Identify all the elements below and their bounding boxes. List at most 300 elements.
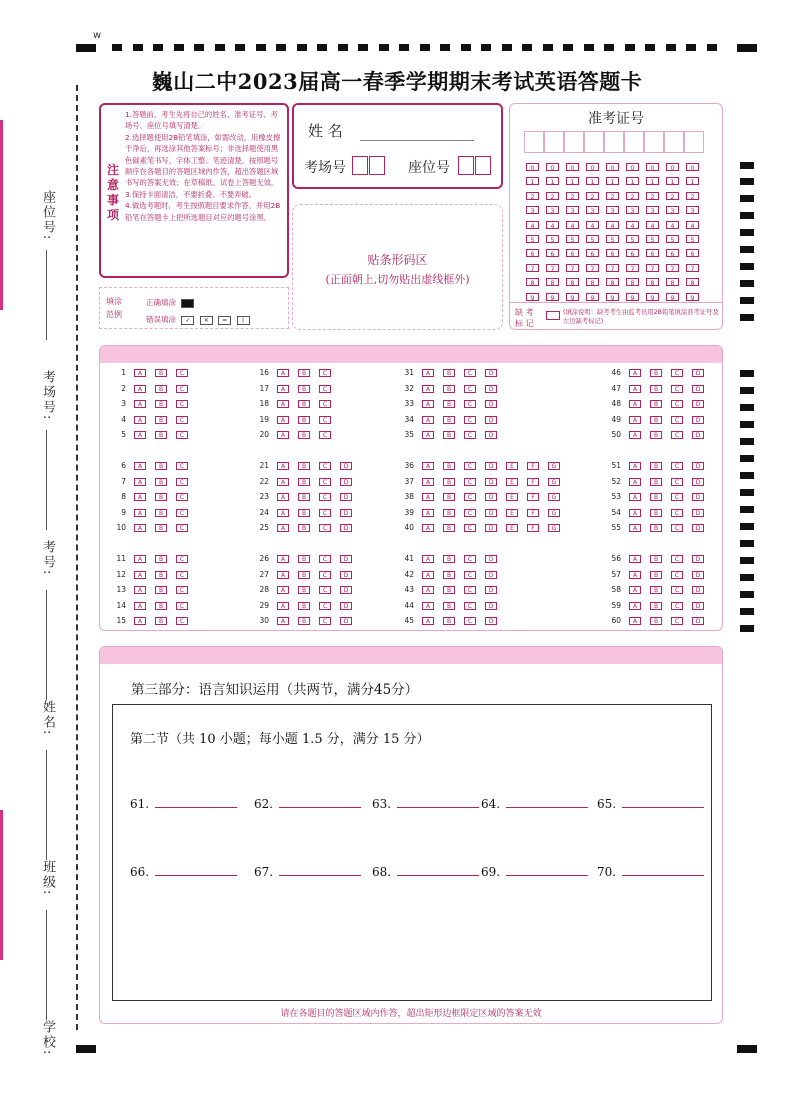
option-bubble[interactable]: F [527, 462, 539, 470]
option-bubble[interactable]: C [319, 431, 331, 439]
option-bubble[interactable]: D [485, 555, 497, 563]
option-bubble[interactable]: B [155, 369, 167, 377]
option-bubble[interactable]: F [527, 509, 539, 517]
option-bubble[interactable]: D [340, 602, 352, 610]
option-bubble[interactable]: D [340, 571, 352, 579]
digit-bubble[interactable]: 5 [626, 235, 639, 243]
digit-bubble[interactable]: 2 [686, 192, 699, 200]
option-bubble[interactable]: D [692, 509, 704, 517]
digit-bubble[interactable]: 3 [526, 206, 539, 214]
digit-bubble[interactable]: 6 [626, 249, 639, 257]
option-bubble[interactable]: D [485, 385, 497, 393]
option-bubble[interactable]: D [692, 493, 704, 501]
option-bubble[interactable]: D [485, 431, 497, 439]
digit-bubble[interactable]: 2 [666, 192, 679, 200]
option-bubble[interactable]: B [298, 509, 310, 517]
option-bubble[interactable]: D [485, 509, 497, 517]
digit-bubble[interactable]: 5 [666, 235, 679, 243]
option-bubble[interactable]: C [464, 602, 476, 610]
option-bubble[interactable]: B [443, 431, 455, 439]
option-bubble[interactable]: A [422, 493, 434, 501]
option-bubble[interactable]: A [422, 571, 434, 579]
blank-line[interactable] [397, 865, 479, 876]
option-bubble[interactable]: B [155, 431, 167, 439]
digit-box[interactable] [475, 156, 491, 175]
option-bubble[interactable]: B [443, 524, 455, 532]
digit-bubble[interactable]: 4 [526, 221, 539, 229]
option-bubble[interactable]: D [692, 478, 704, 486]
option-bubble[interactable]: D [485, 369, 497, 377]
option-bubble[interactable]: C [319, 571, 331, 579]
digit-bubble[interactable]: 9 [526, 293, 539, 301]
option-bubble[interactable]: A [277, 602, 289, 610]
option-bubble[interactable]: G [548, 478, 560, 486]
option-bubble[interactable]: B [650, 431, 662, 439]
option-bubble[interactable]: A [134, 555, 146, 563]
option-bubble[interactable]: C [464, 571, 476, 579]
option-bubble[interactable]: A [134, 493, 146, 501]
blank-line[interactable] [622, 797, 704, 808]
digit-bubble[interactable]: 1 [686, 177, 699, 185]
option-bubble[interactable]: D [692, 431, 704, 439]
digit-bubble[interactable]: 2 [586, 192, 599, 200]
option-bubble[interactable]: C [671, 524, 683, 532]
option-bubble[interactable]: B [650, 493, 662, 501]
option-bubble[interactable]: B [443, 617, 455, 625]
digit-bubble[interactable]: 3 [546, 206, 559, 214]
option-bubble[interactable]: F [527, 493, 539, 501]
answer-blank[interactable] [597, 797, 704, 811]
option-bubble[interactable]: A [422, 617, 434, 625]
option-bubble[interactable]: B [155, 493, 167, 501]
option-bubble[interactable]: B [298, 524, 310, 532]
digit-bubble[interactable]: 0 [606, 163, 619, 171]
option-bubble[interactable]: C [671, 509, 683, 517]
option-bubble[interactable]: B [650, 400, 662, 408]
option-bubble[interactable]: C [176, 524, 188, 532]
digit-bubble[interactable]: 0 [626, 163, 639, 171]
option-bubble[interactable]: E [506, 493, 518, 501]
option-bubble[interactable]: C [671, 586, 683, 594]
option-bubble[interactable]: A [629, 586, 641, 594]
option-bubble[interactable]: B [155, 524, 167, 532]
option-bubble[interactable]: A [422, 555, 434, 563]
option-bubble[interactable]: C [176, 555, 188, 563]
blank-line[interactable] [155, 797, 237, 808]
digit-bubble[interactable]: 5 [586, 235, 599, 243]
option-bubble[interactable]: C [671, 571, 683, 579]
digit-bubble[interactable]: 6 [646, 249, 659, 257]
digit-bubble[interactable]: 3 [566, 206, 579, 214]
option-bubble[interactable]: A [134, 416, 146, 424]
digit-bubble[interactable]: 7 [546, 264, 559, 272]
option-bubble[interactable]: A [277, 385, 289, 393]
option-bubble[interactable]: C [671, 400, 683, 408]
digit-bubble[interactable]: 5 [646, 235, 659, 243]
option-bubble[interactable]: A [629, 524, 641, 532]
digit-bubble[interactable]: 4 [646, 221, 659, 229]
option-bubble[interactable]: D [692, 571, 704, 579]
exam-number-cell[interactable] [664, 131, 684, 153]
option-bubble[interactable]: B [443, 369, 455, 377]
option-bubble[interactable]: B [650, 478, 662, 486]
option-bubble[interactable]: D [692, 586, 704, 594]
option-bubble[interactable]: D [692, 369, 704, 377]
option-bubble[interactable]: C [671, 431, 683, 439]
name-field[interactable] [360, 140, 474, 141]
option-bubble[interactable]: A [629, 431, 641, 439]
digit-bubble[interactable]: 1 [646, 177, 659, 185]
digit-bubble[interactable]: 3 [606, 206, 619, 214]
digit-bubble[interactable]: 8 [686, 278, 699, 286]
option-bubble[interactable]: B [650, 617, 662, 625]
digit-bubble[interactable]: 1 [666, 177, 679, 185]
digit-bubble[interactable]: 5 [546, 235, 559, 243]
option-bubble[interactable]: C [176, 571, 188, 579]
option-bubble[interactable]: A [134, 602, 146, 610]
option-bubble[interactable]: C [464, 400, 476, 408]
digit-bubble[interactable]: 6 [546, 249, 559, 257]
digit-bubble[interactable]: 1 [566, 177, 579, 185]
option-bubble[interactable]: C [176, 369, 188, 377]
option-bubble[interactable]: C [176, 509, 188, 517]
seat-number-field[interactable] [458, 156, 492, 176]
option-bubble[interactable]: E [506, 524, 518, 532]
option-bubble[interactable]: A [422, 385, 434, 393]
option-bubble[interactable]: E [506, 462, 518, 470]
digit-bubble[interactable]: 1 [526, 177, 539, 185]
option-bubble[interactable]: C [464, 493, 476, 501]
option-bubble[interactable]: B [155, 602, 167, 610]
digit-bubble[interactable]: 9 [586, 293, 599, 301]
option-bubble[interactable]: B [443, 462, 455, 470]
digit-bubble[interactable]: 5 [686, 235, 699, 243]
digit-bubble[interactable]: 8 [566, 278, 579, 286]
room-number-field[interactable] [352, 156, 386, 176]
digit-bubble[interactable]: 9 [566, 293, 579, 301]
option-bubble[interactable]: B [298, 462, 310, 470]
answer-blank[interactable] [254, 797, 361, 811]
option-bubble[interactable]: B [650, 555, 662, 563]
option-bubble[interactable]: B [650, 509, 662, 517]
digit-bubble[interactable]: 6 [586, 249, 599, 257]
option-bubble[interactable]: B [155, 400, 167, 408]
option-bubble[interactable]: B [650, 369, 662, 377]
option-bubble[interactable]: B [155, 586, 167, 594]
digit-bubble[interactable]: 8 [646, 278, 659, 286]
option-bubble[interactable]: A [629, 555, 641, 563]
option-bubble[interactable]: C [176, 493, 188, 501]
digit-bubble[interactable]: 9 [546, 293, 559, 301]
option-bubble[interactable]: D [485, 400, 497, 408]
option-bubble[interactable]: C [319, 509, 331, 517]
option-bubble[interactable]: A [629, 400, 641, 408]
option-bubble[interactable]: B [155, 416, 167, 424]
option-bubble[interactable]: A [422, 602, 434, 610]
digit-box[interactable] [369, 156, 385, 175]
option-bubble[interactable]: C [319, 416, 331, 424]
option-bubble[interactable]: B [155, 509, 167, 517]
option-bubble[interactable]: B [443, 586, 455, 594]
absent-mark-box[interactable] [546, 311, 560, 320]
option-bubble[interactable]: A [629, 416, 641, 424]
option-bubble[interactable]: B [650, 416, 662, 424]
option-bubble[interactable]: C [176, 586, 188, 594]
digit-bubble[interactable]: 1 [606, 177, 619, 185]
option-bubble[interactable]: B [298, 617, 310, 625]
option-bubble[interactable]: B [298, 571, 310, 579]
blank-line[interactable] [506, 797, 588, 808]
exam-number-cell[interactable] [624, 131, 644, 153]
option-bubble[interactable]: A [629, 509, 641, 517]
option-bubble[interactable]: A [134, 586, 146, 594]
option-bubble[interactable]: A [277, 524, 289, 532]
digit-bubble[interactable]: 9 [606, 293, 619, 301]
option-bubble[interactable]: D [692, 385, 704, 393]
option-bubble[interactable]: A [277, 509, 289, 517]
option-bubble[interactable]: B [298, 586, 310, 594]
digit-bubble[interactable]: 2 [566, 192, 579, 200]
digit-bubble[interactable]: 8 [526, 278, 539, 286]
blank-line[interactable] [397, 797, 479, 808]
option-bubble[interactable]: A [277, 431, 289, 439]
option-bubble[interactable]: A [134, 617, 146, 625]
digit-bubble[interactable]: 2 [606, 192, 619, 200]
option-bubble[interactable]: A [277, 478, 289, 486]
exam-number-cell[interactable] [684, 131, 704, 153]
option-bubble[interactable]: C [176, 617, 188, 625]
digit-bubble[interactable]: 4 [546, 221, 559, 229]
option-bubble[interactable]: D [692, 462, 704, 470]
option-bubble[interactable]: C [176, 385, 188, 393]
option-bubble[interactable]: B [298, 602, 310, 610]
option-bubble[interactable]: A [629, 493, 641, 501]
option-bubble[interactable]: A [629, 369, 641, 377]
digit-bubble[interactable]: 1 [546, 177, 559, 185]
option-bubble[interactable]: D [692, 602, 704, 610]
answer-blank[interactable] [481, 865, 588, 879]
digit-bubble[interactable]: 0 [546, 163, 559, 171]
option-bubble[interactable]: B [155, 617, 167, 625]
digit-bubble[interactable]: 6 [686, 249, 699, 257]
option-bubble[interactable]: A [629, 602, 641, 610]
option-bubble[interactable]: A [422, 509, 434, 517]
blank-line[interactable] [279, 865, 361, 876]
option-bubble[interactable]: C [464, 555, 476, 563]
digit-bubble[interactable]: 6 [666, 249, 679, 257]
option-bubble[interactable]: B [298, 493, 310, 501]
option-bubble[interactable]: C [464, 586, 476, 594]
option-bubble[interactable]: A [134, 509, 146, 517]
option-bubble[interactable]: A [277, 369, 289, 377]
option-bubble[interactable]: B [443, 478, 455, 486]
option-bubble[interactable]: G [548, 493, 560, 501]
digit-bubble[interactable]: 7 [686, 264, 699, 272]
option-bubble[interactable]: B [443, 400, 455, 408]
option-bubble[interactable]: B [298, 431, 310, 439]
digit-bubble[interactable]: 7 [526, 264, 539, 272]
option-bubble[interactable]: B [443, 493, 455, 501]
exam-number-cell[interactable] [604, 131, 624, 153]
digit-box[interactable] [352, 156, 368, 175]
option-bubble[interactable]: A [422, 416, 434, 424]
option-bubble[interactable]: F [527, 524, 539, 532]
option-bubble[interactable]: B [155, 385, 167, 393]
digit-bubble[interactable]: 7 [586, 264, 599, 272]
digit-bubble[interactable]: 0 [526, 163, 539, 171]
option-bubble[interactable]: A [422, 478, 434, 486]
option-bubble[interactable]: D [485, 493, 497, 501]
option-bubble[interactable]: E [506, 509, 518, 517]
option-bubble[interactable]: B [443, 602, 455, 610]
option-bubble[interactable]: B [650, 462, 662, 470]
digit-bubble[interactable]: 4 [566, 221, 579, 229]
digit-bubble[interactable]: 7 [566, 264, 579, 272]
option-bubble[interactable]: G [548, 524, 560, 532]
option-bubble[interactable]: C [464, 369, 476, 377]
option-bubble[interactable]: D [692, 416, 704, 424]
option-bubble[interactable]: C [464, 462, 476, 470]
option-bubble[interactable]: C [671, 478, 683, 486]
option-bubble[interactable]: A [629, 478, 641, 486]
exam-number-cell[interactable] [584, 131, 604, 153]
digit-bubble[interactable]: 8 [666, 278, 679, 286]
option-bubble[interactable]: A [422, 431, 434, 439]
option-bubble[interactable]: C [319, 555, 331, 563]
digit-bubble[interactable]: 3 [646, 206, 659, 214]
option-bubble[interactable]: A [422, 400, 434, 408]
option-bubble[interactable]: C [176, 602, 188, 610]
digit-bubble[interactable]: 2 [646, 192, 659, 200]
option-bubble[interactable]: D [692, 524, 704, 532]
digit-bubble[interactable]: 9 [666, 293, 679, 301]
option-bubble[interactable]: B [650, 586, 662, 594]
option-bubble[interactable]: C [319, 524, 331, 532]
option-bubble[interactable]: B [298, 385, 310, 393]
option-bubble[interactable]: A [134, 400, 146, 408]
option-bubble[interactable]: B [443, 555, 455, 563]
option-bubble[interactable]: C [319, 478, 331, 486]
option-bubble[interactable]: B [650, 571, 662, 579]
answer-blank[interactable] [597, 865, 704, 879]
blank-line[interactable] [506, 865, 588, 876]
option-bubble[interactable]: B [443, 509, 455, 517]
digit-bubble[interactable]: 0 [566, 163, 579, 171]
option-bubble[interactable]: A [629, 462, 641, 470]
option-bubble[interactable]: B [298, 400, 310, 408]
digit-bubble[interactable]: 3 [626, 206, 639, 214]
option-bubble[interactable]: C [176, 462, 188, 470]
option-bubble[interactable]: A [134, 571, 146, 579]
option-bubble[interactable]: D [692, 400, 704, 408]
digit-bubble[interactable]: 0 [646, 163, 659, 171]
digit-bubble[interactable]: 5 [526, 235, 539, 243]
option-bubble[interactable]: D [340, 509, 352, 517]
option-bubble[interactable]: C [671, 602, 683, 610]
option-bubble[interactable]: A [277, 586, 289, 594]
digit-bubble[interactable]: 8 [606, 278, 619, 286]
option-bubble[interactable]: D [340, 493, 352, 501]
option-bubble[interactable]: C [671, 555, 683, 563]
option-bubble[interactable]: D [340, 524, 352, 532]
option-bubble[interactable]: F [527, 478, 539, 486]
digit-bubble[interactable]: 5 [606, 235, 619, 243]
option-bubble[interactable]: A [134, 524, 146, 532]
digit-bubble[interactable]: 4 [586, 221, 599, 229]
blank-line[interactable] [155, 865, 237, 876]
option-bubble[interactable]: C [319, 385, 331, 393]
digit-bubble[interactable]: 5 [566, 235, 579, 243]
option-bubble[interactable]: C [671, 369, 683, 377]
option-bubble[interactable]: D [692, 555, 704, 563]
digit-bubble[interactable]: 3 [586, 206, 599, 214]
answer-blank[interactable] [372, 865, 479, 879]
digit-bubble[interactable]: 8 [626, 278, 639, 286]
option-bubble[interactable]: C [671, 617, 683, 625]
option-bubble[interactable]: B [298, 478, 310, 486]
option-bubble[interactable]: D [692, 617, 704, 625]
option-bubble[interactable]: C [319, 462, 331, 470]
option-bubble[interactable]: A [422, 586, 434, 594]
option-bubble[interactable]: A [422, 369, 434, 377]
option-bubble[interactable]: A [629, 571, 641, 579]
digit-bubble[interactable]: 7 [606, 264, 619, 272]
digit-box[interactable] [458, 156, 474, 175]
option-bubble[interactable]: A [277, 416, 289, 424]
option-bubble[interactable]: E [506, 478, 518, 486]
digit-bubble[interactable]: 6 [566, 249, 579, 257]
option-bubble[interactable]: A [134, 478, 146, 486]
option-bubble[interactable]: B [443, 571, 455, 579]
option-bubble[interactable]: D [485, 617, 497, 625]
option-bubble[interactable]: D [340, 617, 352, 625]
option-bubble[interactable]: D [340, 555, 352, 563]
option-bubble[interactable]: A [629, 617, 641, 625]
option-bubble[interactable]: C [319, 602, 331, 610]
option-bubble[interactable]: D [485, 462, 497, 470]
option-bubble[interactable]: C [319, 586, 331, 594]
option-bubble[interactable]: D [340, 478, 352, 486]
option-bubble[interactable]: A [277, 493, 289, 501]
digit-bubble[interactable]: 6 [526, 249, 539, 257]
option-bubble[interactable]: C [671, 385, 683, 393]
option-bubble[interactable]: A [134, 431, 146, 439]
blank-line[interactable] [279, 797, 361, 808]
digit-bubble[interactable]: 7 [626, 264, 639, 272]
option-bubble[interactable]: C [176, 478, 188, 486]
option-bubble[interactable]: B [298, 369, 310, 377]
option-bubble[interactable]: B [155, 571, 167, 579]
option-bubble[interactable]: C [176, 400, 188, 408]
option-bubble[interactable]: A [277, 555, 289, 563]
option-bubble[interactable]: D [485, 478, 497, 486]
option-bubble[interactable]: G [548, 509, 560, 517]
exam-number-cell[interactable] [644, 131, 664, 153]
digit-bubble[interactable]: 3 [686, 206, 699, 214]
option-bubble[interactable]: D [485, 586, 497, 594]
digit-bubble[interactable]: 4 [686, 221, 699, 229]
digit-bubble[interactable]: 2 [626, 192, 639, 200]
digit-bubble[interactable]: 0 [586, 163, 599, 171]
option-bubble[interactable]: C [319, 400, 331, 408]
digit-bubble[interactable]: 9 [686, 293, 699, 301]
option-bubble[interactable]: C [671, 493, 683, 501]
option-bubble[interactable]: D [485, 602, 497, 610]
option-bubble[interactable]: B [443, 385, 455, 393]
option-bubble[interactable]: A [422, 524, 434, 532]
exam-number-cell[interactable] [524, 131, 544, 153]
option-bubble[interactable]: C [319, 493, 331, 501]
